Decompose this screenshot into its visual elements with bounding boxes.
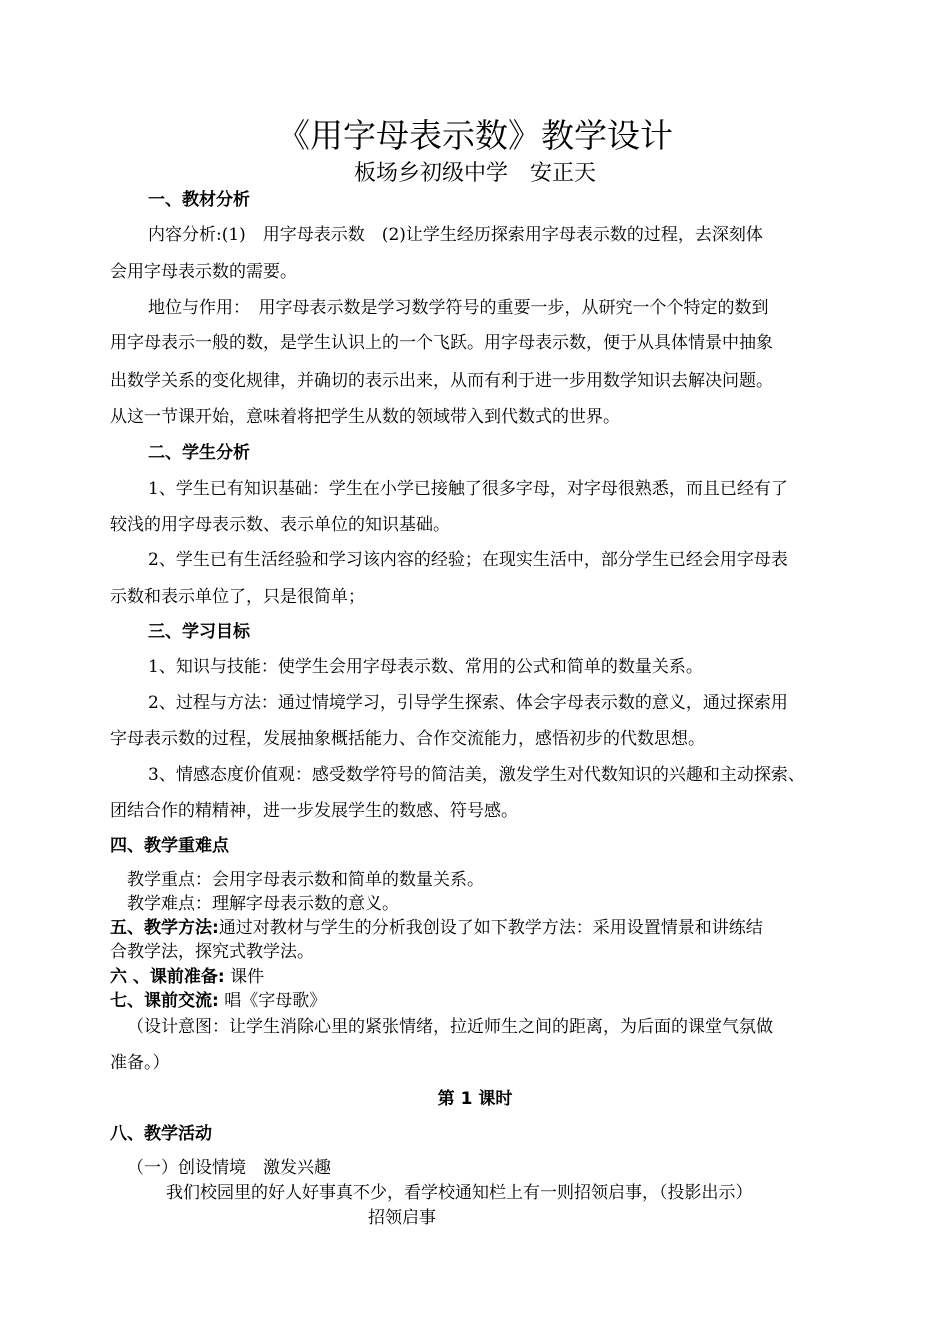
paragraph-line: 我们校园里的好人好事真不少，看学校通知栏上有一则招领启事，（投影出示）	[166, 1183, 753, 1203]
paragraph-line: 从这一节课开始，意味着将把学生从数的领域带入到代数式的世界。	[110, 407, 620, 427]
paragraph-line: 2、过程与方法：通过情境学习，引导学生探索、体会字母表示数的意义，通过探索用	[148, 693, 788, 713]
paragraph-line: 用字母表示一般的数，是学生认识上的一个飞跃。用字母表示数，便于从具体情景中抽象	[110, 333, 773, 353]
paragraph-line: 教学重点：会用字母表示数和简单的数量关系。	[127, 870, 484, 890]
section-heading-key-points: 四、教学重难点	[110, 836, 229, 856]
paragraph-line: 出数学关系的变化规律，并确切的表示出来，从而有利于进一步用数学知识去解决问题。	[110, 371, 773, 391]
paragraph-line: 会用字母表示数的需要。	[110, 262, 297, 282]
section-heading-textbook-analysis: 一、教材分析	[148, 190, 250, 210]
paragraph-line: 准备。）	[110, 1053, 170, 1073]
section-heading-student-analysis: 二、学生分析	[148, 443, 250, 463]
paragraph-line: 地位与作用： 用字母表示数是学习数学符号的重要一步，从研究一个个特定的数到	[148, 298, 769, 318]
paragraph-line: 3、情感态度价值观：感受数学符号的简洁美，激发学生对代数知识的兴趣和主动探索、	[148, 765, 805, 785]
section-label-pre-class: 七、课前交流:	[110, 991, 219, 1011]
pre-class-line	[110, 991, 326, 1011]
paragraph-line: 2、学生已有生活经验和学习该内容的经验；在现实生活中，部分学生已经会用字母表	[148, 550, 788, 570]
section-heading-learning-goals: 三、学习目标	[148, 622, 250, 642]
teaching-method-line	[110, 918, 763, 938]
paragraph-line: （一）创设情境 激发兴趣	[127, 1158, 331, 1178]
paragraph-line: 1、知识与技能：使学生会用字母表示数、常用的公式和简单的数量关系。	[148, 657, 703, 677]
section-label-teaching-method: 五、教学方法:	[110, 918, 219, 938]
paragraph-line: 示数和表示单位了，只是很简单；	[110, 587, 365, 607]
section-heading-teaching-activities: 八、教学活动	[110, 1124, 212, 1144]
paragraph-line: 字母表示数的过程，发展抽象概括能力、合作交流能力，感悟初步的代数思想。	[110, 729, 705, 749]
paragraph-line: 内容分析:(1) 用字母表示数 (2)让学生经历探索用字母表示数的过程，去深刻体	[148, 225, 763, 245]
paragraph-line: 团结合作的精精神，进一步发展学生的数感、符号感。	[110, 801, 518, 821]
section-label-preparation: 六 、课前准备:	[110, 967, 225, 987]
notice-title: 招领启事	[368, 1208, 436, 1228]
paragraph-line: 较浅的用字母表示数、表示单位的知识基础。	[110, 515, 450, 535]
paragraph-line: （设计意图：让学生消除心里的紧张情绪，拉近师生之间的距离，为后面的课堂气氛做	[127, 1017, 773, 1037]
paragraph-text: 课件	[224, 967, 265, 987]
document-title: 《用字母表示数》教学设计	[277, 116, 673, 155]
paragraph-text: 唱《字母歌》	[218, 991, 327, 1011]
lesson-number: 第 1 课时	[437, 1089, 513, 1109]
paragraph-text: 通过对教材与学生的分析我创设了如下教学方法：采用设置情景和讲练结	[218, 918, 763, 938]
author-line: 板场乡初级中学 安正天	[353, 161, 596, 186]
paragraph-line: 1、学生已有知识基础：学生在小学已接触了很多字母，对字母很熟悉，而且已经有了	[148, 479, 788, 499]
paragraph-line: 合教学法，探究式教学法。	[110, 942, 314, 962]
preparation-line	[110, 967, 264, 987]
paragraph-line: 教学难点：理解字母表示数的意义。	[127, 894, 399, 914]
